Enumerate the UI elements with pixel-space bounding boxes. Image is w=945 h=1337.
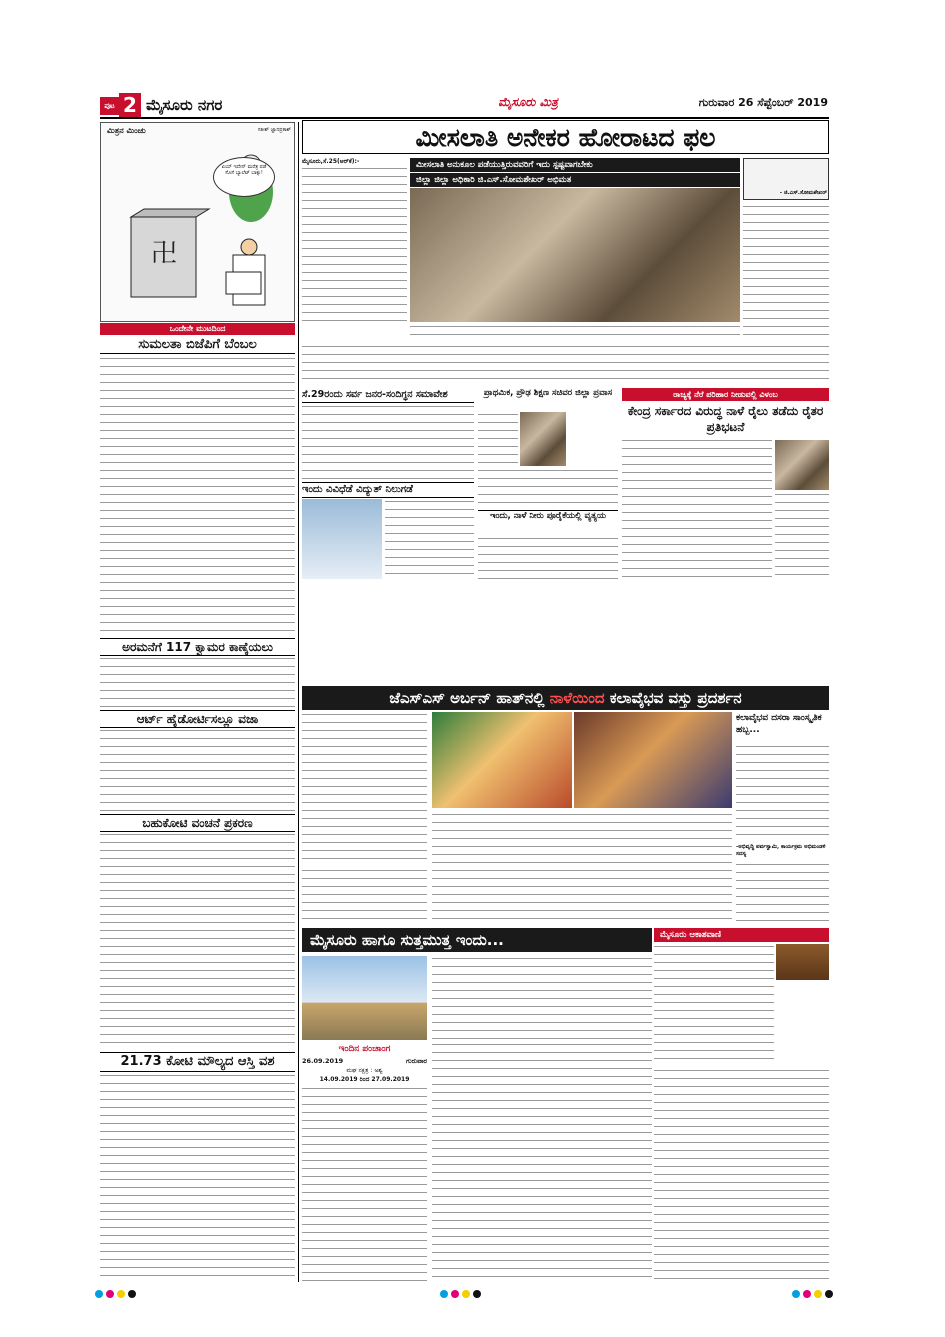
cartoon-speech-bubble: ಏಯ್ ಇದೇನ್ ಮರೆತ್ರ ಪಡೆ ಸೊಸೆ ಬ್ಯಾಲೆಟ್ ಬಾಕ್ಸು! xyxy=(213,157,275,197)
panchanga-date: 26.09.2019 xyxy=(302,1057,344,1065)
main-body-bottom xyxy=(302,344,829,386)
cartoon-artist: ಸತೀಶ್ ಜ್ಞಾನಪ್ರಕಾಶ್ xyxy=(257,127,291,133)
col1-headline-2: ಅರಮನೆಗೆ 117 ಕ್ವಾಮರ ಕಾಣ್ಕೆಯಲು xyxy=(100,638,295,656)
jss-photo-2 xyxy=(574,712,732,808)
main-lede xyxy=(302,158,407,322)
reg-mark xyxy=(803,1290,811,1298)
jss-photo-1 xyxy=(432,712,572,808)
main-col-right xyxy=(743,204,829,342)
mid-body-4 xyxy=(478,536,618,580)
page-label: ಪುಟ xyxy=(100,97,119,115)
col1-body-2 xyxy=(100,656,295,708)
events-list-1 xyxy=(432,956,652,1040)
svg-text:卍: 卍 xyxy=(151,239,178,269)
reg-mark xyxy=(473,1290,481,1298)
reg-mark xyxy=(117,1290,125,1298)
col-divider xyxy=(298,122,299,1282)
jss-side-note: -ಅಭಿವೃದ್ಧಿ ಪರ್ವಸ್ವಾಮಿ, ಕಾರ್ಯಕ್ರಮ ಅಭಿಮಂಡಳಿ ಸದಸ್ಯ xyxy=(736,844,826,857)
main-photo xyxy=(410,188,740,322)
header-rule xyxy=(100,117,829,119)
reg-mark xyxy=(792,1290,800,1298)
akashvani-title: ಮೈಸೂರು ಆಕಾಶವಾಣಿ xyxy=(654,928,829,942)
mid-headline-2: ಇಂದು ವಿವಿಧೆಡೆ ವಿದ್ಯುತ್ ನಿಲುಗಡೆ xyxy=(302,482,474,498)
mid-kicker: ರಾಜ್ಯಕ್ಕೆ ನೆರೆ ಪರಿಹಾರ ನೀಡುವಲ್ಲಿ ವಿಳಂಬ xyxy=(622,388,829,401)
jss-side-headline: ಕಲಾವೈಭವ ದಸರಾ ಸಾಂಸ್ಕೃತಿಕ ಹಬ್ಬ... xyxy=(736,713,822,735)
mid-headline-5: ಕೇಂದ್ರ ಸರ್ಕಾರದ ವಿರುದ್ಧ ನಾಳೆ ರೈಲು ತಡೆದು ರೈತರ ಪ್ರತಿಭಟನೆ xyxy=(627,404,824,434)
mid-body-5 xyxy=(622,438,772,580)
minister-photo xyxy=(520,412,566,466)
jss-body-left-2 xyxy=(302,868,427,924)
panchanga-day: ಗುರುವಾರ xyxy=(406,1057,427,1065)
main-photo-caption xyxy=(410,324,740,342)
jss-body-left xyxy=(302,712,427,864)
col1-headline-4: ಬಹುಕೋಟಿ ವಂಚನೆ ಪ್ರಕರಣ xyxy=(100,814,295,832)
radio-icon xyxy=(776,944,829,980)
mid-headline-4: ಇಂದು, ನಾಳೆ ನೀರು ಪೂರೈಕೆಯಲ್ಲಿ ವ್ಯತ್ಯಯ xyxy=(478,510,618,522)
cartoon-title: ಮಿತ್ರನ ಮಿಂಚು xyxy=(107,126,146,135)
paper-name: ಮೈಸೂರು ಮಿತ್ರ xyxy=(498,95,558,109)
page-number: 2 xyxy=(119,93,141,117)
jss-headline-b: ನಾಳೆಯಿಂದ xyxy=(549,689,605,707)
jss-body-mid xyxy=(432,812,732,924)
main-dateline: ಮೈಸೂರು,ಸೆ.25(ಆರ್‌ಕೆ):- xyxy=(302,158,407,166)
events-list-3 xyxy=(432,1042,652,1282)
reg-mark xyxy=(128,1290,136,1298)
jss-side-body-2 xyxy=(736,862,829,924)
mid-body-2 xyxy=(385,499,474,579)
jss-headline-c: ಕಲಾವೈಭವ ವಸ್ತು ಪ್ರದರ್ಶನ xyxy=(604,689,742,707)
col1-headline-5: 21.73 ಕೋಟಿ ಮೌಲ್ಯದ ಆಸ್ತಿ ವಶ xyxy=(100,1052,295,1072)
col1-body-4 xyxy=(100,832,295,1050)
akashvani-body xyxy=(654,944,774,1064)
main-quote-author: - ಜಿ.ಎಸ್.ಸೋಮಶೇಖರ್ xyxy=(779,190,827,196)
cartoon-box xyxy=(100,122,295,322)
palace-photo xyxy=(302,956,427,1040)
powerline-photo xyxy=(302,499,382,579)
main-subhead-1: ಮೀಸಲಾತಿ ಅನುಕೂಲ ಪಡೆಯುತ್ತಿರುವವರಿಗೆ ಇದು ಸ್ಪಷ್ಟವಾಗಬೇಕು xyxy=(410,158,740,172)
mid-body-3b xyxy=(478,468,618,508)
main-headline: ಮೀಸಲಾತಿ ಅನೇಕರ ಹೋರಾಟದ ಫಲ xyxy=(302,120,829,154)
col1-headline-1: ಸುಮಲತಾ ಬಿಜೆಪಿಗೆ ಬೆಂಬಲ xyxy=(100,337,295,354)
reg-mark xyxy=(451,1290,459,1298)
mid-headline-3: ಪ್ರಾಥಮಿಕ, ಪ್ರೌಢ ಶಿಕ್ಷಣ ಸಚಿವರ ಜಿಲ್ಲಾ ಪ್ರವಾಸ xyxy=(483,388,613,398)
panchanga-line-2: 14.09.2019 ರಿಂದ 27.09.2019 xyxy=(319,1076,410,1083)
col1-headline-3: ಆರ್ಟ್ ಹೈಡೋರ್ಟಿಸಲ್ಲೂ ವಜಾ xyxy=(100,710,295,728)
reg-mark xyxy=(814,1290,822,1298)
farmer-leader-photo xyxy=(775,440,829,490)
reg-mark xyxy=(462,1290,470,1298)
jss-side-body xyxy=(736,744,829,840)
mid-body-5b xyxy=(775,492,829,580)
events-list-4 xyxy=(654,1068,829,1282)
section-title: ಮೈಸೂರು ನಗರ xyxy=(146,96,223,114)
issue-date: ಗುರುವಾರ 26 ಸೆಪ್ಟೆಂಬರ್ 2019 xyxy=(698,96,828,109)
reg-mark xyxy=(106,1290,114,1298)
mid-headline-1: ಸೆ.29ರಂದು ಸರ್ವ ಜನರ-ಸಂದಿಗ್ಧನ ಸಮಾವೇಶ xyxy=(302,388,474,403)
mid-body-1 xyxy=(302,404,474,480)
cartoon-caption: ಒಂದೇನೇ ಮುಟದಿಂದ xyxy=(100,323,295,335)
jss-headline-a: ಜೆಎಸ್‌ಎಸ್ ಅರ್ಬನ್ ಹಾತ್‌ನಲ್ಲಿ xyxy=(389,689,550,707)
reg-mark xyxy=(95,1290,103,1298)
main-subhead-2: ಜಿಲ್ಲಾ ಜಿಲ್ಲಾ ಅಧಿಕಾರಿ ಜಿ.ಎಸ್.ಸೋಮಶೇಖರ್ ಅಭಿಮತ xyxy=(410,173,740,187)
jss-headline xyxy=(302,686,829,710)
events-list-2 xyxy=(302,1086,427,1282)
col1-body-1 xyxy=(100,356,295,636)
events-title: ಮೈಸೂರು ಹಾಗೂ ಸುತ್ತಮುತ್ತ ಇಂದು... xyxy=(302,928,652,952)
panchanga-line-1: ಮಘ ನಕ್ಷತ್ರ : ಅಶ್ವ xyxy=(346,1067,383,1074)
col1-body-5 xyxy=(100,1073,295,1281)
col1-body-3 xyxy=(100,728,295,812)
panchanga-title: ಇಂದಿನ ಪಂಚಾಂಗ xyxy=(338,1044,391,1054)
reg-mark xyxy=(440,1290,448,1298)
reg-mark xyxy=(825,1290,833,1298)
